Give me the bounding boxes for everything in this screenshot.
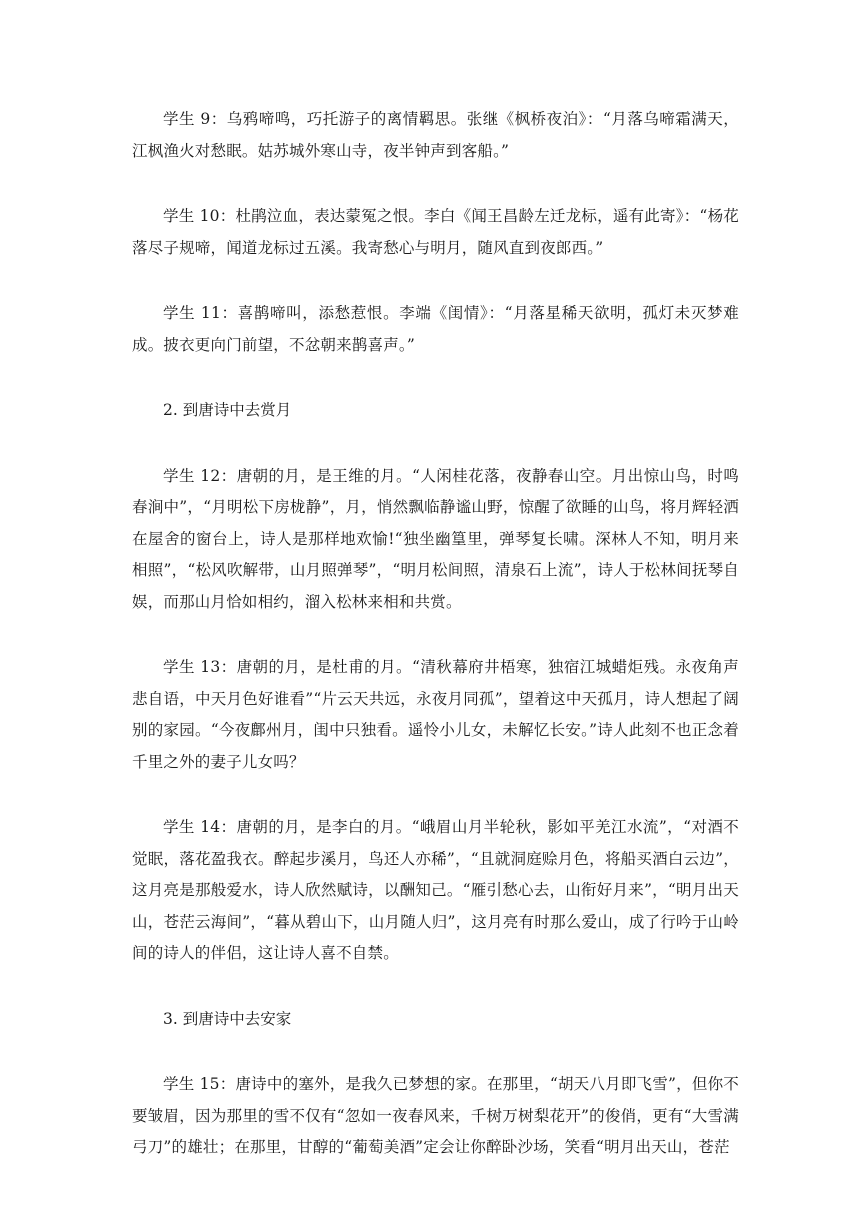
section-heading-3: 3. 到唐诗中去安家 (163, 1009, 292, 1028)
paragraph-student-12: 学生 12：唐朝的月，是王维的月。“人闲桂花落，夜静春山空。月出惊山鸟，时鸣春涧中”，“月明松下房栊静”，月，悄然飘临静谧山野，惊醒了欲睡的山鸟，将月辉轻洒在屋舍的窗台上，诗人是那样地欢愉!“独坐幽篁里，弹琴复长啸。深林人不知，明月来相照”，“松风吹解带，山月照弹琴”，“明月松间照，清泉石上流”，诗人于松林间抚琴自娱，而那山月恰如相约，溜入松林来相和共赏。 (132, 466, 739, 611)
paragraph-student-15: 学生 15：唐诗中的塞外，是我久已梦想的家。在那里，“胡天八月即飞雪”，但你不要皱眉，因为那里的雪不仅有“忽如一夜春风来，千树万树梨花开”的俊俏，更有“大雪满弓刀”的雄壮；在那里，甘醇的“葡萄美酒”定会让你醉卧沙场，笑看“明月出天山，苍茫 (132, 1075, 739, 1156)
paragraph-student-9: 学生 9：乌鸦啼鸣，巧托游子的离情羁思。张继《枫桥夜泊》：“月落乌啼霜满天，江枫渔火对愁眠。姑苏城外寒山寺，夜半钟声到客船。” (132, 110, 739, 160)
paragraph-student-10: 学生 10：杜鹃泣血，表达蒙冤之恨。李白《闻王昌龄左迁龙标，遥有此寄》：“杨花落尽子规啼，闻道龙标过五溪。我寄愁心与明月，随风直到夜郎西。” (132, 207, 739, 257)
paragraph-student-13: 学生 13：唐朝的月，是杜甫的月。“清秋幕府井梧寒，独宿江城蜡炬残。永夜角声悲自语，中天月色好谁看”“片云天共远，永夜月同孤”，望着这中天孤月，诗人想起了阔别的家园。“今夜鄜州月，闺中只独看。遥怜小儿女，未解忆长安。”诗人此刻不也正念着千里之外的妻子儿女吗？ (132, 658, 739, 771)
paragraph-student-14: 学生 14：唐朝的月，是李白的月。“峨眉山月半轮秋，影如平羌江水流”，“对酒不觉眠，落花盈我衣。醉起步溪月，鸟还人亦稀”，“且就洞庭赊月色，将船买酒白云边”，这月亮是那般爱水，诗人欣然赋诗，以酬知己。“雁引愁心去，山衔好月来”，“明月出天山，苍茫云海间”，“暮从碧山下，山月随人归”，这月亮有时那么爱山，成了行吟于山岭间的诗人的伴侣，这让诗人喜不自禁。 (132, 818, 739, 962)
section-heading-2: 2. 到唐诗中去赏月 (163, 401, 292, 419)
paragraph-student-11: 学生 11：喜鹊啼叫，添愁惹恨。李端《闺情》：“月落星稀天欲明，孤灯未灭梦难成。披衣更向门前望，不忿朝来鹊喜声。” (132, 304, 739, 354)
document-page (132, 104, 739, 1198)
